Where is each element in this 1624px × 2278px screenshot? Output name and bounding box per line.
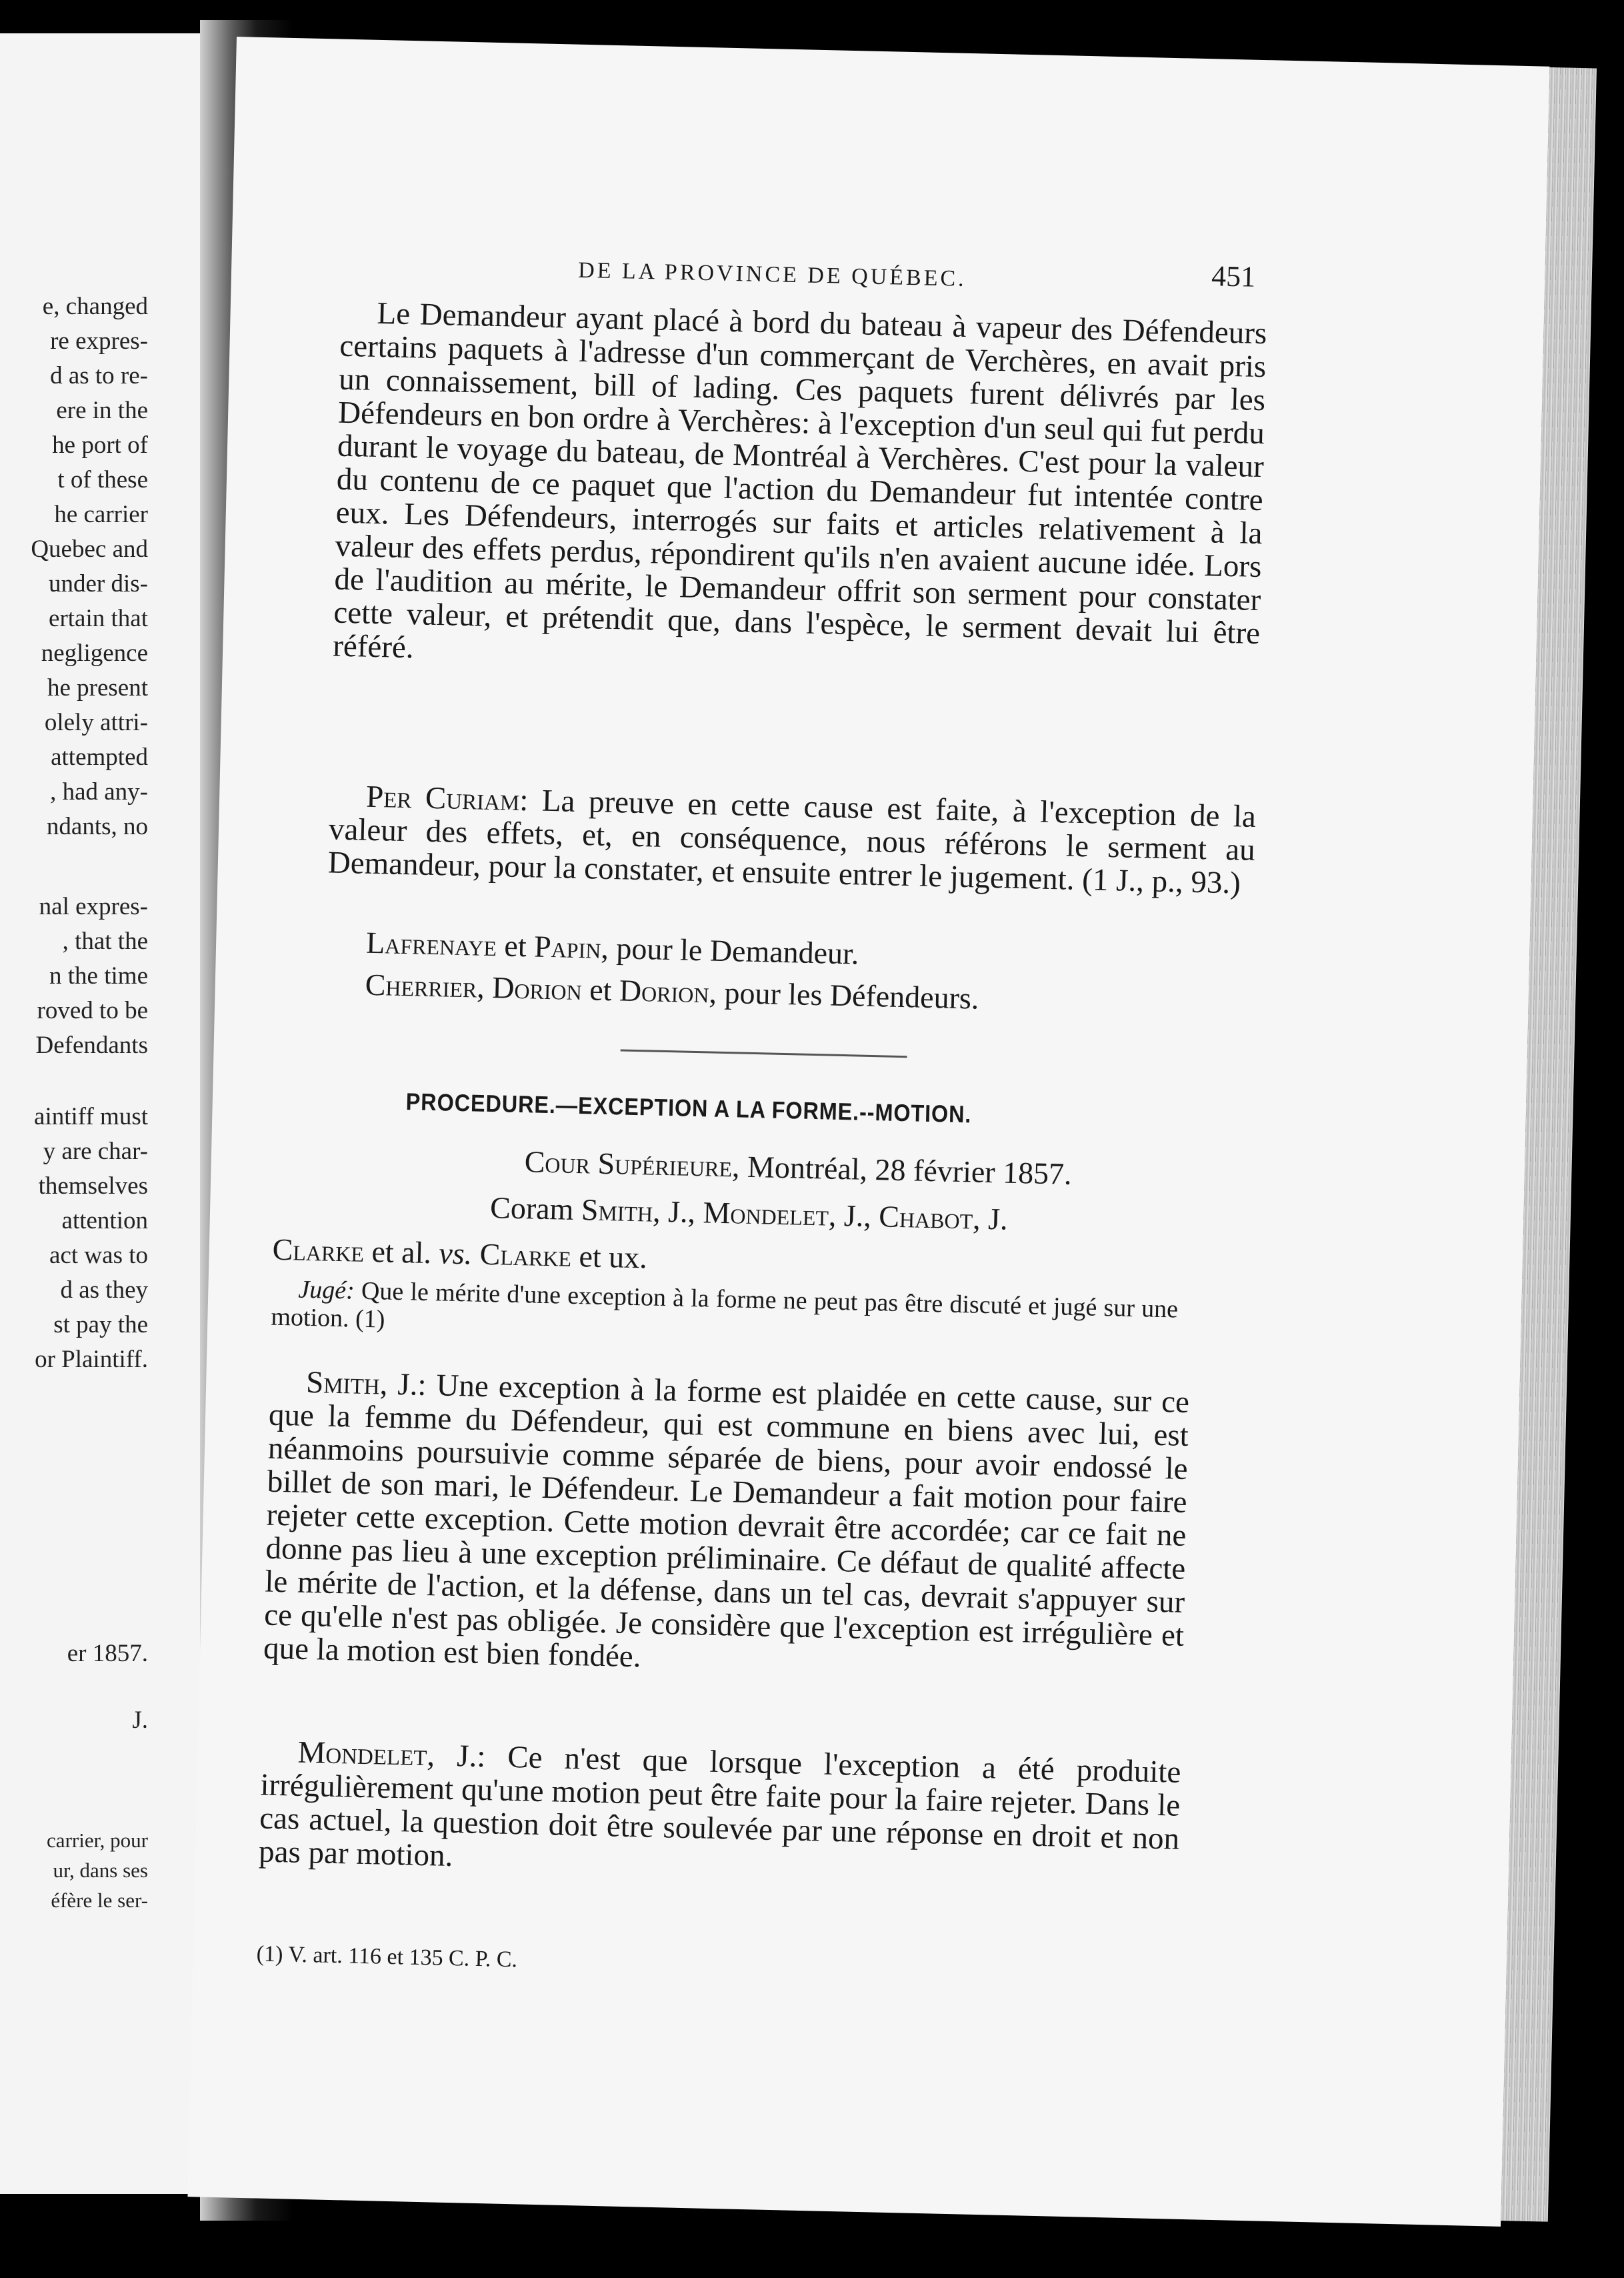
case-title	[272, 1232, 647, 1276]
left-page-line: er 1857.	[67, 1640, 148, 1667]
left-page-line: attempted	[51, 744, 148, 771]
case-title-suffix: et ux.	[571, 1238, 648, 1275]
left-page-line: , had any-	[50, 778, 148, 806]
opinion-text: : Une exception à la forme est plaidée en cette cause, sur ce que la femme du Défendeur, qui est commune en biens avec lui, est néanmoins poursuivie comme séparée de biens, pour avoir endossé le billet de son mari, le Défendeur. Le Demandeur a fait motion pour faire rejeter cette exception. Cette motion devrait être accordée; car ce fait ne donne pas lieu à une exception préliminaire. Ce défaut de qualité affecte le mérite de l'action, et la défense, dans un tel cas, devrait s'appuyer sur ce qu'elle n'est pas obligée. Je considère que l'exception est irrégulière et que la motion est bien fondée.	[263, 1367, 1190, 1674]
section-divider	[621, 1049, 907, 1058]
party-defendant: Clarke	[479, 1236, 572, 1273]
section-heading: PROCEDURE.—EXCEPTION A LA FORME.--MOTION.	[405, 1088, 972, 1128]
left-page-line: , that the	[62, 928, 148, 955]
counsel-name: Dorion	[619, 973, 710, 1010]
left-page-line: y are char-	[43, 1138, 148, 1165]
page-number: 451	[1211, 259, 1256, 293]
left-page-line: re expres-	[50, 327, 148, 355]
left-page-line: e, changed	[42, 293, 148, 320]
holding-label: Jugé:	[297, 1275, 355, 1305]
counsel-name: Lafrenaye	[365, 925, 497, 963]
left-page-line: or Plaintiff.	[35, 1346, 148, 1373]
paragraph-per-curiam	[327, 779, 1256, 900]
judge-name: Mondelet, J.	[297, 1735, 477, 1774]
book-page	[187, 37, 1549, 2227]
opinion-mondelet	[259, 1735, 1181, 1889]
per-curiam-label: Per Curiam	[365, 779, 520, 818]
judges-line	[490, 1190, 1009, 1237]
left-page-line: he carrier	[54, 501, 148, 528]
left-page-line: he present	[47, 674, 148, 702]
counsel-role: , pour les Défendeurs.	[708, 975, 979, 1016]
footnote: (1) V. art. 116 et 135 C. P. C.	[256, 1941, 518, 1973]
left-page-line: carrier, pour	[47, 1829, 148, 1852]
left-page-line: éfère le ser-	[51, 1889, 148, 1912]
court-line	[524, 1144, 1072, 1192]
counsel-name: Cherrier, Dorion	[365, 967, 583, 1007]
left-page-line: Defendants	[35, 1032, 148, 1059]
left-page-line: ndants, no	[46, 813, 148, 840]
left-page-line: olely attri-	[44, 709, 148, 736]
left-page-line: t of these	[57, 466, 148, 493]
left-page-line: ertain that	[49, 605, 148, 632]
holding-headnote	[271, 1275, 1179, 1352]
judge-name: Smith, J.	[305, 1364, 419, 1402]
left-page-line: roved to be	[37, 997, 148, 1024]
counsel-plaintiff	[366, 925, 859, 972]
left-page-line: aintiff must	[34, 1103, 148, 1130]
left-page-line: themselves	[38, 1172, 148, 1200]
counsel-name: Papin	[533, 929, 602, 965]
left-page-line: under dis-	[49, 570, 148, 598]
left-page-line: ur, dans ses	[53, 1859, 148, 1882]
counsel-join: et	[581, 972, 620, 1008]
court-place-date: , Montréal, 28 février 1857.	[731, 1149, 1073, 1191]
versus: vs.	[438, 1236, 473, 1271]
counsel-join: et	[496, 928, 535, 964]
left-page-line: Quebec and	[31, 535, 148, 563]
left-page-line: n the time	[49, 962, 148, 990]
judges-prefix: Coram	[489, 1190, 582, 1227]
judges-names: Smith, J., Mondelet, J., Chabot, J.	[581, 1192, 1009, 1236]
opinion-text: : Ce n'est que lorsque l'exception a été produite irrégulièrement qu'une motion peut être faite pour la faire rejeter. Dans le cas actuel, la question doit être soulevée par une réponse en droit et non pas par motion.	[258, 1739, 1181, 1874]
left-page-line: nal expres-	[39, 893, 148, 920]
left-page-line: attention	[61, 1207, 148, 1234]
previous-page-fragment	[0, 33, 200, 2194]
per-curiam-text: : La preuve en cette cause est faite, à l'exception de la valeur des effets, et, en conséquence, nous référons le serment au Demandeur, pour la constater, et ensuite entrer le jugement. (1 J., p., 93.)	[327, 782, 1257, 901]
left-page-line: st pay the	[53, 1311, 148, 1338]
case-title-middle: et al.	[363, 1234, 440, 1270]
counsel-defendants	[365, 967, 979, 1016]
left-page-line: he port of	[52, 431, 148, 459]
left-page-line: negligence	[41, 640, 148, 667]
opinion-smith	[263, 1365, 1190, 1686]
holding-text: Que le mérite d'une exception à la forme ne peut pas être discuté et jugé sur une motion. (1)	[270, 1276, 1179, 1334]
counsel-role: , pour le Demandeur.	[600, 930, 859, 971]
left-page-line: d as to re-	[50, 362, 148, 389]
running-head: DE LA PROVINCE DE QUÉBEC.	[577, 257, 967, 291]
left-page-line: J.	[132, 1706, 148, 1734]
paragraph-facts: Le Demandeur ayant placé à bord du bateau à vapeur des Défendeurs certains paquets à l'adresse d'un commerçant de Verchères, en avait pris un connaissement, bill of lading. Ces paquets furent délivrés par les Défendeurs en bon ordre à Verchères: à l'exception d'un seul qui fut perdu durant le voyage du bateau, de Montréal à Verchères. C'est pour la valeur du contenu de ce paquet que l'action du Demandeur fut intentée contre eux. Les Défendeurs, interrogés sur faits et articles relativement à la valeur des effets perdus, répondirent qu'ils n'en avaient aucune idée. Lors de l'audition au mérite, le Demandeur offrit son serment pour constater cette valeur, et prétendit que, dans l'espèce, le serment devait lui être référé.	[332, 295, 1267, 666]
left-page-line: d as they	[60, 1276, 148, 1304]
left-page-line: ere in the	[56, 397, 148, 424]
left-page-line: act was to	[49, 1242, 148, 1269]
party-plaintiff: Clarke	[272, 1232, 365, 1268]
court-name: Cour Supérieure	[524, 1144, 733, 1184]
